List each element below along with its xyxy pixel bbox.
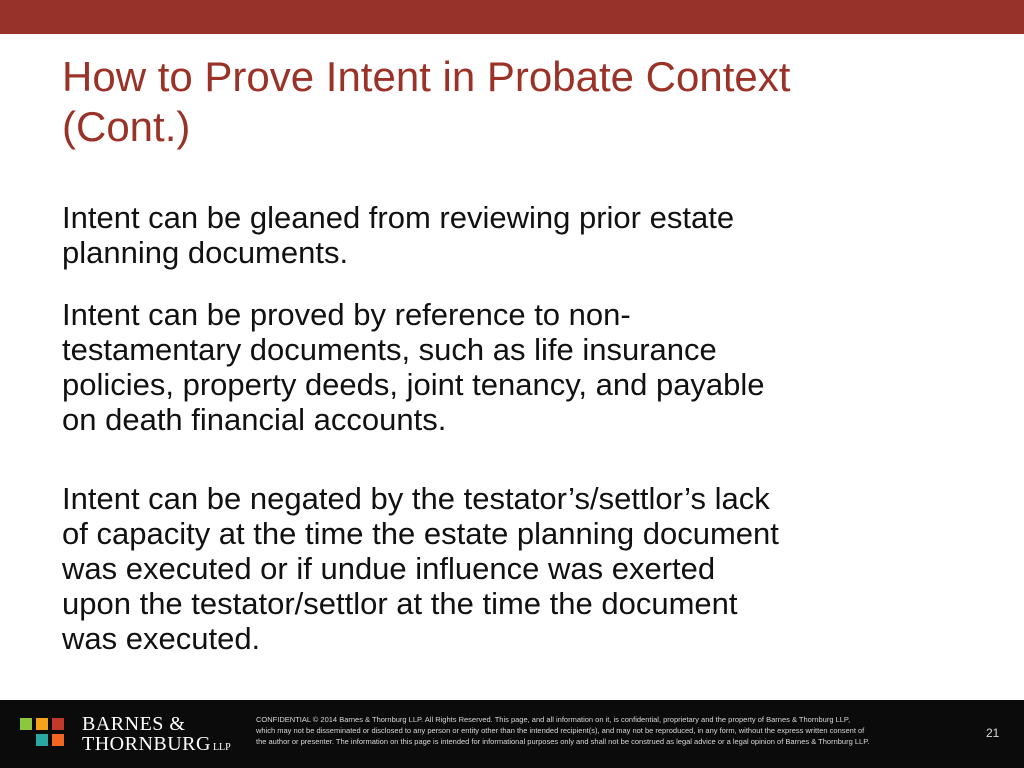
body-paragraph-prior-documents — [62, 200, 962, 270]
paragraph-line: was executed. — [62, 621, 261, 656]
barnes-thornburg-logo — [20, 714, 250, 756]
logo-square-icon — [20, 718, 32, 730]
paragraph-line: planning documents. — [62, 235, 349, 270]
logo-line-2 — [82, 734, 231, 758]
footer-bar — [0, 700, 1024, 768]
legal-line: which may not be disseminated or disclosed to any person or entity other than the intended recipient(s), and may not be reproduced, in any form, without the express written consent of — [256, 726, 865, 735]
body-paragraph-negated-intent — [62, 481, 962, 656]
paragraph-line: testamentary documents, such as life insurance — [62, 332, 717, 367]
legal-line: the author or presenter. The information on this page is intended for informational purposes only and shall not be construed as legal advice or a legal opinion of Barnes & Thornburg LLP. — [256, 737, 870, 746]
logo-square-icon — [36, 734, 48, 746]
top-accent-bar — [0, 0, 1024, 34]
paragraph-line: Intent can be gleaned from reviewing prior estate — [62, 200, 735, 235]
paragraph-line: Intent can be proved by reference to non- — [62, 297, 631, 332]
paragraph-line: on death financial accounts. — [62, 402, 447, 437]
logo-square-icon — [52, 734, 64, 746]
slide-title-line: How to Prove Intent in Probate Context — [62, 53, 791, 100]
logo-line-1: BARNES & — [82, 713, 186, 735]
slide-title-line: (Cont.) — [62, 103, 191, 150]
paragraph-line: Intent can be negated by the testator’s/settlor’s lack — [62, 481, 770, 516]
logo-wordmark: THORNBURG — [82, 733, 211, 755]
page-number: 21 — [986, 726, 1000, 740]
logo-square-icon — [52, 718, 64, 730]
paragraph-line: upon the testator/settlor at the time the document — [62, 586, 738, 621]
paragraph-line: was executed or if undue influence was exerted — [62, 551, 716, 586]
paragraph-line: of capacity at the time the estate planning document — [62, 516, 779, 551]
logo-square-icon — [36, 718, 48, 730]
legal-line: CONFIDENTIAL © 2014 Barnes & Thornburg LLP. All Rights Reserved. This page, and all information on it, is confidential, proprietary and the property of Barnes & Thornburg LLP, — [256, 715, 851, 724]
logo-llp-suffix: LLP — [212, 742, 231, 753]
body-paragraph-non-testamentary — [62, 297, 962, 437]
confidentiality-notice — [256, 714, 976, 747]
slide-title — [62, 52, 992, 152]
paragraph-line: policies, property deeds, joint tenancy, and payable — [62, 367, 765, 402]
